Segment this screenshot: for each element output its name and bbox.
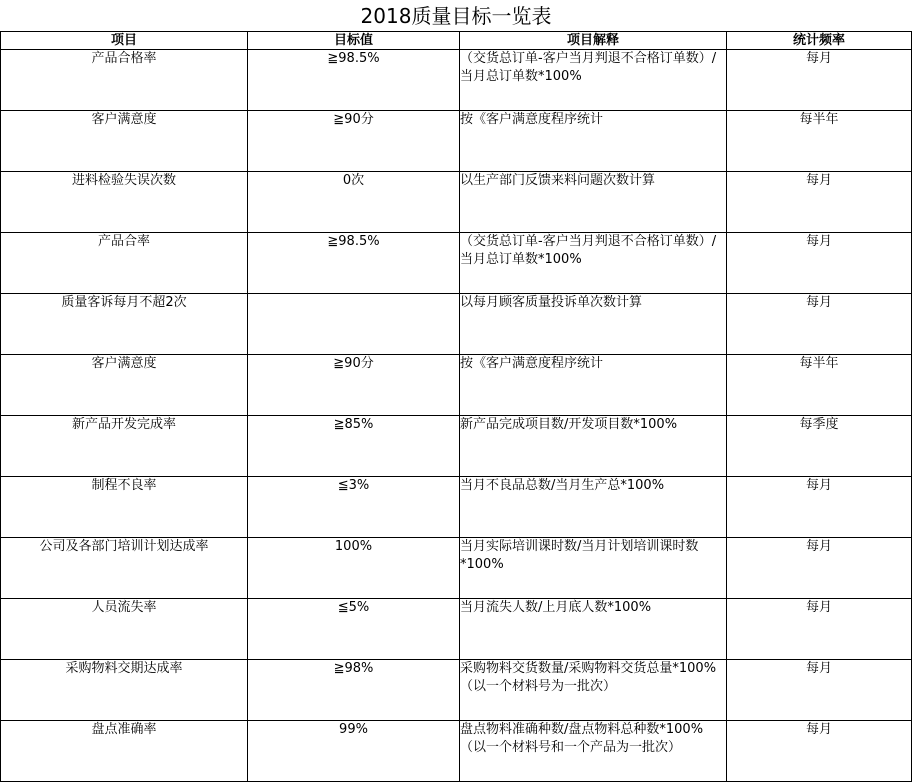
- cell-target[interactable]: [248, 599, 460, 660]
- cell-item[interactable]: [1, 660, 248, 721]
- cell-explanation[interactable]: [460, 721, 727, 782]
- cell-explanation[interactable]: [460, 294, 727, 355]
- cell-text: 以每月顾客质量投诉单次数计算: [460, 295, 643, 310]
- cell-text: 进料检验失误次数: [71, 173, 176, 188]
- cell-frequency[interactable]: [727, 599, 912, 660]
- cell-frequency[interactable]: [727, 538, 912, 599]
- cell-explanation[interactable]: [460, 599, 727, 660]
- cell-text: 以生产部门反馈来料问题次数计算: [460, 173, 656, 188]
- cell-text: 每月: [805, 295, 832, 310]
- quality-targets-table: [0, 31, 912, 782]
- cell-text: 按《客户满意度程序统计: [460, 356, 604, 371]
- cell-text: 人员流失率: [91, 600, 157, 615]
- cell-frequency[interactable]: [727, 111, 912, 172]
- cell-text: （交货总订单-客户当月判退不合格订单数）/当月总订单数*100%: [460, 51, 717, 84]
- header-item[interactable]: 项目: [1, 32, 248, 50]
- cell-item[interactable]: [1, 721, 248, 782]
- cell-item[interactable]: [1, 172, 248, 233]
- cell-text: 每月: [805, 478, 832, 493]
- cell-frequency[interactable]: [727, 721, 912, 782]
- table-row: [1, 538, 912, 599]
- cell-text: （交货总订单-客户当月判退不合格订单数）/当月总订单数*100%: [460, 234, 717, 267]
- cell-text: 产品合率: [97, 234, 150, 249]
- table-row: [1, 660, 912, 721]
- cell-target[interactable]: [248, 538, 460, 599]
- cell-text: ≧90分: [333, 112, 374, 127]
- cell-explanation[interactable]: [460, 477, 727, 538]
- cell-text: 100%: [334, 539, 373, 554]
- cell-explanation[interactable]: [460, 50, 727, 111]
- table-row: [1, 416, 912, 477]
- header-frequency[interactable]: 统计频率: [727, 32, 912, 50]
- cell-explanation[interactable]: [460, 111, 727, 172]
- cell-text: 客户满意度: [91, 112, 157, 127]
- cell-text: 每月: [805, 722, 832, 737]
- cell-text: 0次: [342, 173, 365, 188]
- cell-text: 盘点物料准确种数/盘点物料总种数*100%（以一个材料号和一个产品为一批次）: [460, 722, 704, 755]
- cell-text: 当月不良品总数/当月生产总*100%: [460, 478, 665, 493]
- table-row: [1, 233, 912, 294]
- cell-text: 产品合格率: [91, 51, 157, 66]
- cell-explanation[interactable]: [460, 416, 727, 477]
- header-target[interactable]: 目标值: [248, 32, 460, 50]
- cell-text: 按《客户满意度程序统计: [460, 112, 604, 127]
- cell-text: 制程不良率: [91, 478, 157, 493]
- cell-frequency[interactable]: [727, 416, 912, 477]
- cell-text: 每季度: [799, 417, 839, 432]
- cell-item[interactable]: [1, 416, 248, 477]
- cell-target[interactable]: [248, 111, 460, 172]
- table-row: [1, 355, 912, 416]
- cell-item[interactable]: [1, 50, 248, 111]
- cell-text: ≧98.5%: [327, 234, 380, 249]
- cell-text: 每半年: [799, 356, 839, 371]
- cell-target[interactable]: [248, 477, 460, 538]
- header-explanation[interactable]: 项目解释: [460, 32, 727, 50]
- cell-text: ≧98%: [333, 661, 374, 676]
- cell-explanation[interactable]: [460, 660, 727, 721]
- cell-frequency[interactable]: [727, 355, 912, 416]
- cell-text: 99%: [339, 722, 368, 737]
- cell-item[interactable]: [1, 233, 248, 294]
- cell-text: 每月: [805, 234, 832, 249]
- cell-target[interactable]: [248, 172, 460, 233]
- cell-text: ≦3%: [337, 478, 370, 493]
- cell-target[interactable]: [248, 660, 460, 721]
- table-row: [1, 721, 912, 782]
- cell-text: 每月: [805, 51, 832, 66]
- table-row: [1, 50, 912, 111]
- cell-text: 每月: [805, 600, 832, 615]
- cell-text: 质量客诉每月不超2次: [61, 295, 187, 310]
- cell-text: ≦5%: [337, 600, 370, 615]
- cell-text: 新产品完成项目数/开发项目数*100%: [460, 417, 678, 432]
- cell-text: 盘点准确率: [91, 722, 157, 737]
- cell-text: ≧85%: [333, 417, 374, 432]
- cell-item[interactable]: [1, 355, 248, 416]
- cell-text: 每月: [805, 173, 832, 188]
- cell-item[interactable]: [1, 294, 248, 355]
- cell-target[interactable]: [248, 416, 460, 477]
- cell-target[interactable]: [248, 721, 460, 782]
- cell-text: 当月流失人数/上月底人数*100%: [460, 600, 652, 615]
- cell-explanation[interactable]: [460, 538, 727, 599]
- cell-frequency[interactable]: [727, 50, 912, 111]
- cell-target[interactable]: [248, 50, 460, 111]
- cell-item[interactable]: [1, 111, 248, 172]
- cell-frequency[interactable]: [727, 294, 912, 355]
- cell-target[interactable]: [248, 233, 460, 294]
- cell-text: ≧98.5%: [327, 51, 380, 66]
- cell-frequency[interactable]: [727, 660, 912, 721]
- cell-explanation[interactable]: [460, 172, 727, 233]
- cell-text: 采购物料交货数量/采购物料交货总量*100%（以一个材料号为一批次）: [460, 661, 717, 694]
- cell-item[interactable]: [1, 477, 248, 538]
- cell-target[interactable]: [248, 294, 460, 355]
- cell-frequency[interactable]: [727, 477, 912, 538]
- cell-text: 新产品开发完成率: [71, 417, 176, 432]
- cell-item[interactable]: [1, 538, 248, 599]
- cell-frequency[interactable]: [727, 233, 912, 294]
- table-row: [1, 294, 912, 355]
- cell-frequency[interactable]: [727, 172, 912, 233]
- cell-target[interactable]: [248, 355, 460, 416]
- table-row: [1, 111, 912, 172]
- sheet-title: 2018质量目标一览表: [360, 4, 552, 28]
- cell-text: 每月: [805, 661, 832, 676]
- table-row: [1, 477, 912, 538]
- header-row: [1, 32, 912, 50]
- table-row: [1, 599, 912, 660]
- cell-text: 每半年: [799, 112, 839, 127]
- cell-text: 当月实际培训课时数/当月计划培训课时数*100%: [460, 539, 699, 572]
- cell-explanation[interactable]: [460, 355, 727, 416]
- cell-text: 公司及各部门培训计划达成率: [39, 539, 209, 554]
- cell-explanation[interactable]: [460, 233, 727, 294]
- cell-text: 每月: [805, 539, 832, 554]
- cell-text: ≧90分: [333, 356, 374, 371]
- cell-item[interactable]: [1, 599, 248, 660]
- cell-text: 采购物料交期达成率: [65, 661, 183, 676]
- cell-text: 客户满意度: [91, 356, 157, 371]
- table-row: [1, 172, 912, 233]
